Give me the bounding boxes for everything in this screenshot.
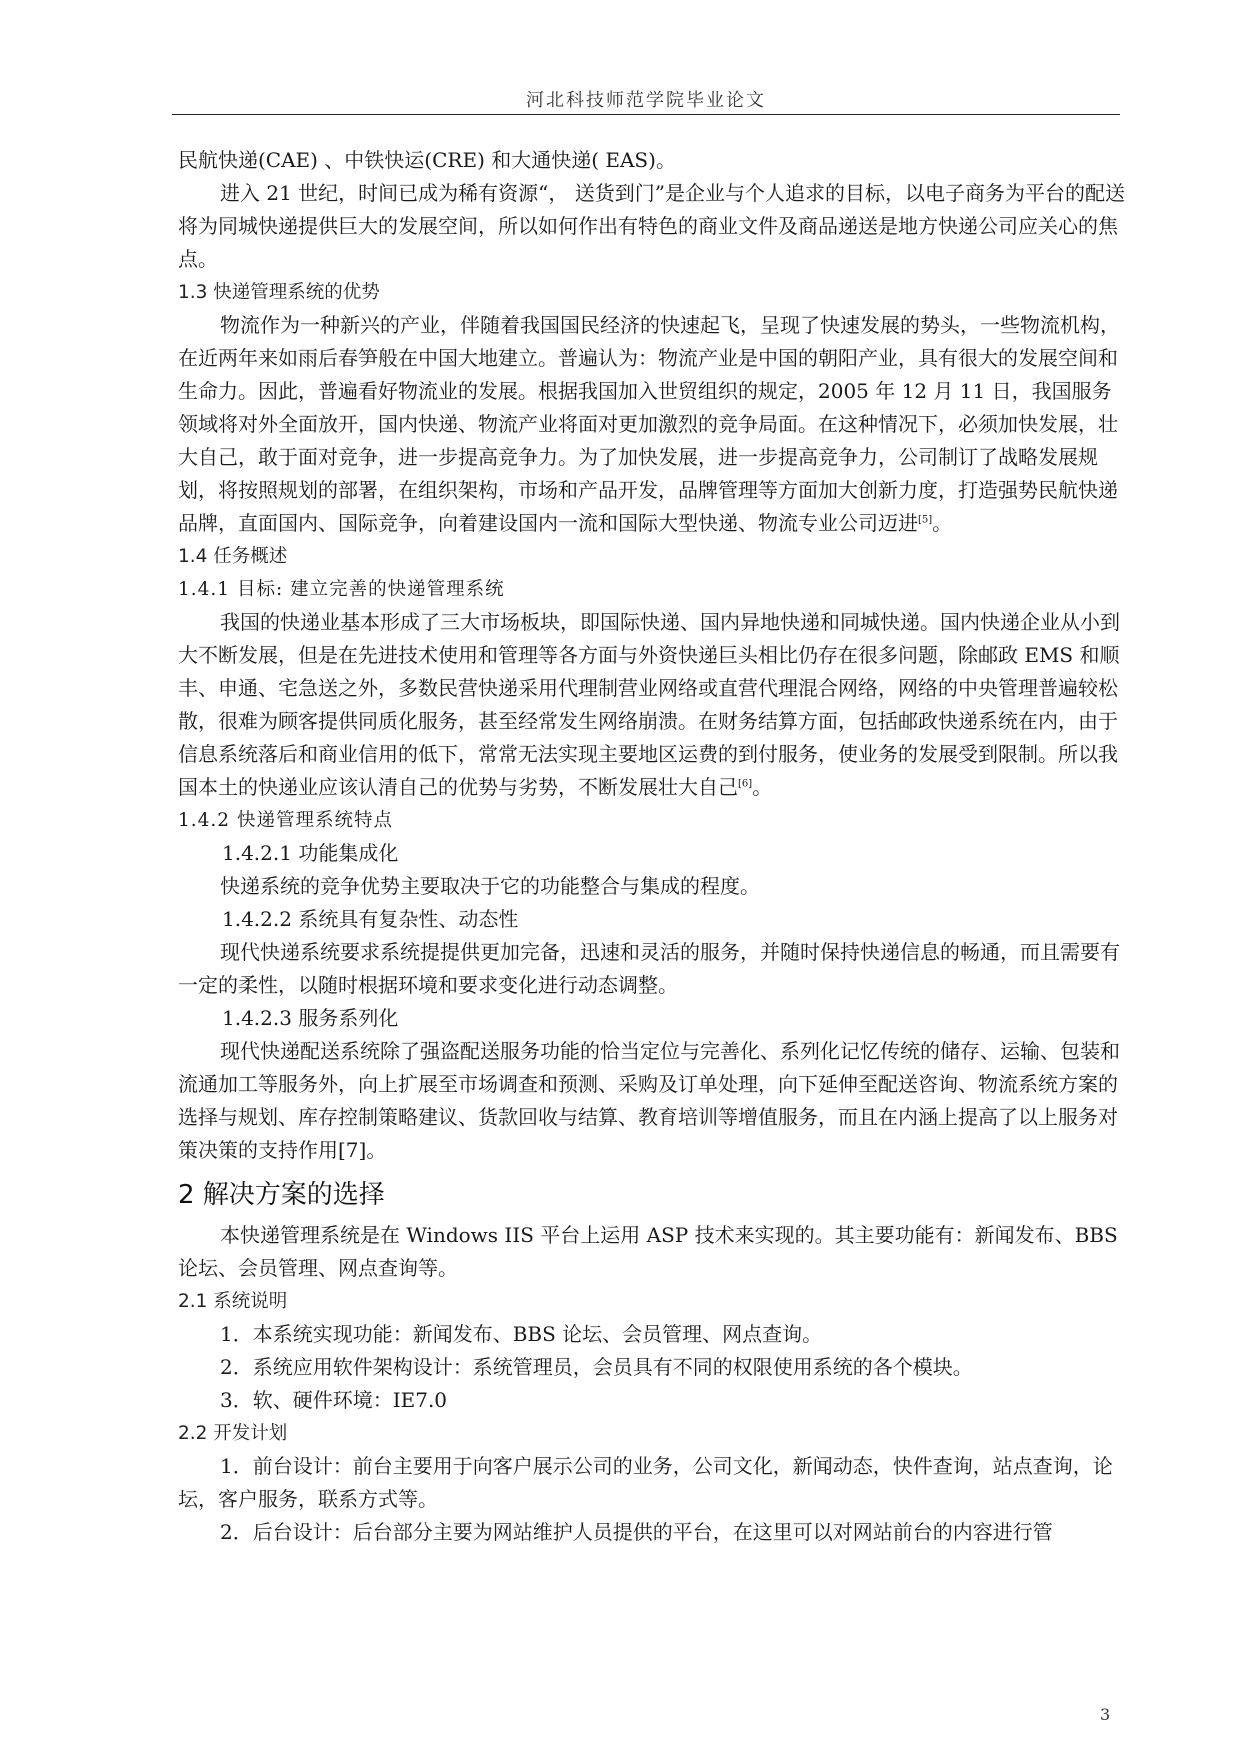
chapter-heading-2: 2 解决方案的选择 — [178, 1180, 385, 1210]
section-heading-1-4-1: 1.4.1 目标: 建立完善的快递管理系统 — [178, 579, 505, 600]
subsection-heading-1-4-2-3: 1.4.2.3 服务系列化 — [222, 1006, 399, 1030]
section-heading-2-1: 2.1 系统说明 — [178, 1291, 288, 1312]
paragraph: 民航快递(CAE) 、中铁快运(CRE) 和大通快递( EAS)。 — [178, 148, 676, 172]
list-item: 2．系统应用软件架构设计：系统管理员，会员具有不同的权限使用系统的各个模块。 — [220, 1355, 973, 1379]
list-item: 1．本系统实现功能：新闻发布、BBS 论坛、会员管理、网点查询。 — [220, 1322, 823, 1346]
citation: [5] — [918, 514, 933, 526]
page-number: 3 — [1100, 1705, 1111, 1724]
section-heading-2-2: 2.2 开发计划 — [178, 1423, 288, 1444]
list-item: 3．软、硬件环境：IE7.0 — [220, 1388, 448, 1412]
page-body — [178, 144, 1130, 1549]
paragraph: 本快递管理系统是在 Windows IIS 平台上运用 ASP 技术来实现的。其主要功能有：新闻发布、BBS 论坛、会员管理、网点查询等。 — [178, 1223, 1118, 1280]
section-heading-1-4-2: 1.4.2 快递管理系统特点 — [178, 810, 393, 831]
section-heading-1-3: 1.3 快递管理系统的优势 — [178, 282, 380, 303]
list-item: 1．前台设计：前台主要用于向客户展示公司的业务，公司文化，新闻动态，快件查询，站点查询，论坛，客户服务，联系方式等。 — [178, 1454, 1113, 1511]
header-rule — [172, 114, 1120, 115]
paragraph — [178, 309, 1130, 540]
subsection-heading-1-4-2-1: 1.4.2.1 功能集成化 — [222, 841, 399, 865]
paragraph: 现代快递系统要求系统提提供更加完备，迅速和灵活的服务，并随时保持快递信息的畅通，而且需要有一定的柔性，以随时根据环境和要求变化进行动态调整。 — [178, 940, 1120, 997]
paragraph-end: 。 — [752, 775, 773, 799]
paragraph-end: 。 — [932, 511, 953, 535]
paragraph: 现代快递配送系统除了强盗配送服务功能的恰当定位与完善化、系列化记忆传统的储存、运输、包装和流通加工等服务外，向上扩展至市场调查和预测、采购及订单处理，向下延伸至配送咨询、物流系统方案的选择与规划、库存控制策略建议、货款回收与结算、教育培训等增值服务，而且在内涵上提高了以上服务对策决策的支持作用[7]。 — [178, 1039, 1120, 1162]
citation: [6] — [738, 778, 753, 790]
running-header: 河北科技师范学院毕业论文 — [526, 90, 766, 111]
paragraph-text: 物流作为一种新兴的产业，伴随着我国国民经济的快速起飞，呈现了快速发展的势头，一些物流机构，在近两年来如雨后春笋般在中国大地建立。普遍认为：物流产业是中国的朝阳产业，具有很大的发展空间和生命力。因此，普遍看好物流业的发展。根据我国加入世贸组织的规定，2005 年 12 月 11 日，我国服务领域将对外全面放开，国内快递、物流产业将面对更加激烈的竞争局面。在这种情况下，必须加快发展，壮大自己，敢于面对竞争，进一步提高竞争力。为了加快发展，进一步提高竞争力，公司制订了战略发展规划，将按照规划的部署，在组织架构，市场和产品开发，品牌管理等方面加大创新力度，打造强势民航快递品牌，直面国内、国际竞争，向着建设国内一流和国际大型快递、物流专业公司迈进 — [178, 313, 1120, 535]
paragraph-text: 我国的快递业基本形成了三大市场板块，即国际快递、国内异地快递和同城快递。国内快递企业从小到大不断发展，但是在先进技术使用和管理等各方面与外资快递巨头相比仍存在很多问题，除邮政 EMS 和顺丰、申通、宅急送之外，多数民营快递采用代理制营业网络或直营代理混合网络，网络的中央管理普遍较松散，很难为顾客提供同质化服务，甚至经常发生网络崩溃。在财务结算方面，包括邮政快递系统在内，由于信息系统落后和商业信用的低下，常常无法实现主要地区运费的到付服务，使业务的发展受到限制。所以我国本土的快递业应该认清自己的优势与劣势，不断发展壮大自己 — [178, 610, 1120, 799]
paragraph — [178, 606, 1130, 804]
section-heading-1-4: 1.4 任务概述 — [178, 546, 288, 567]
subsection-heading-1-4-2-2: 1.4.2.2 系统具有复杂性、动态性 — [222, 907, 519, 931]
paragraph: 快递系统的竞争优势主要取决于它的功能整合与集成的程度。 — [220, 874, 760, 898]
list-item: 2．后台设计：后台部分主要为网站维护人员提供的平台，在这里可以对网站前台的内容进行管 — [220, 1520, 1053, 1544]
paragraph: 进入 21 世纪，时间已成为稀有资源“， 送货到门”是企业与个人追求的目标，以电子商务为平台的配送将为同城快递提供巨大的发展空间，所以如何作出有特色的商业文件及商品递送是地方快递公司应关心的焦点。 — [178, 181, 1125, 271]
